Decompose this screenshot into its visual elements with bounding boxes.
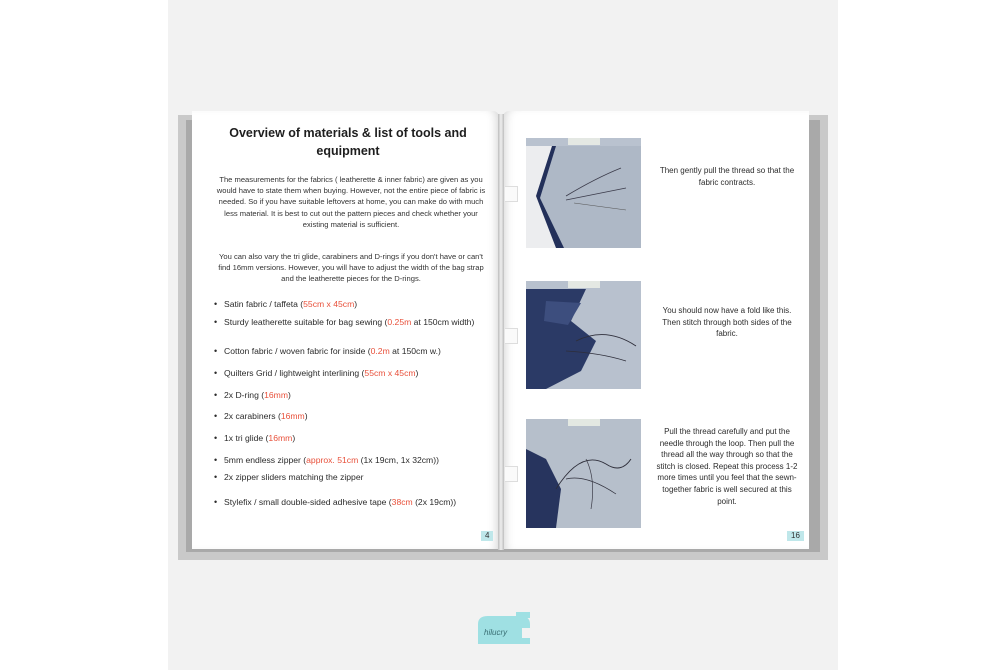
page-number-left: 4 [481, 531, 493, 541]
list-item: • 5mm endless zipper (approx. 51cm (1x 19cm, 1x 32cm)) [214, 455, 439, 465]
list-item: • Cotton fabric / woven fabric for inside (0.2m at 150cm w.) [214, 346, 441, 356]
intro-paragraph: The measurements for the fabrics ( leatherette & inner fabric) are given as you would have to state them when buying. However, not the entire piece of fabric is needed. So if you have suitable leftovers at home, you can make do with much less material. It is best to cut out the pattern pieces and check whether your existing material is sufficient. [216, 175, 486, 229]
list-item: • 2x D-ring (16mm) [214, 390, 291, 400]
step-photo-2 [526, 281, 641, 389]
step-photo-3 [526, 419, 641, 528]
list-item: • Sturdy leatherette suitable for bag sewing (0.25m at 150cm width) [214, 317, 475, 327]
step-caption-2: You should now have a fold like this. Then stitch through both sides of the fabric. [662, 306, 792, 339]
page-number-right: 16 [787, 531, 804, 541]
page-tab [505, 186, 518, 202]
step-photo-1 [526, 138, 641, 248]
book-spine [498, 114, 504, 550]
page-tab [505, 466, 518, 482]
list-item: • 1x tri glide (16mm) [214, 433, 296, 443]
list-item: • 2x zipper sliders matching the zipper [214, 472, 364, 482]
list-item: • Satin fabric / taffeta (55cm x 45cm) [214, 299, 358, 309]
variation-paragraph: You can also vary the tri glide, carabiners and D-rings if you don't have or can't find 16mm versions. However, you will have to adjust the width of the bag strap and the leatherette pieces for the D-rings. [218, 252, 484, 284]
brand-logo-text: hilucry [484, 628, 508, 637]
page-tab [505, 328, 518, 344]
step-caption-3: Pull the thread carefully and put the needle through the loop. Then pull the thread all the way through so that the stitch is closed. Repeat this process 1-2 more times until you feel that the sewn-together fabric is well secured at this point. [656, 427, 798, 506]
step-caption-1: Then gently pull the thread so that the fabric contracts. [659, 166, 795, 187]
list-item: • 2x carabiners (16mm) [214, 411, 308, 421]
page-title: Overview of materials & list of tools and equipment [229, 126, 467, 158]
list-item: • Quilters Grid / lightweight interlining (55cm x 45cm) [214, 368, 419, 378]
brand-logo [476, 612, 532, 648]
list-item: • Stylefix / small double-sided adhesive tape (38cm (2x 19cm)) [214, 497, 457, 507]
